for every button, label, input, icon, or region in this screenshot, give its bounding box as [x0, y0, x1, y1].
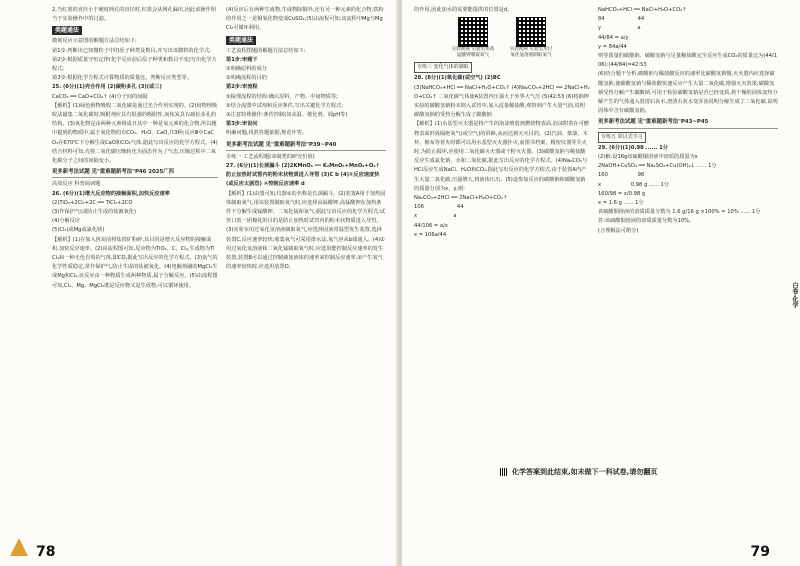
calc-value: 0.98 g	[630, 181, 648, 188]
step-item: ①明确原料的成分	[226, 66, 267, 73]
qr-code-icon	[516, 17, 546, 47]
calc-value: 44	[456, 204, 464, 211]
answer-text: 答:该硫酸铜溶液的溶质质量分数为10%。	[598, 218, 695, 225]
more-tests-banner: 更多新考法试题 见"重难题新考法"P39~P40	[226, 141, 386, 151]
question-27-analysis: 【解析】(1)由图可知,仪器①的名称是长颈漏斗。(2)装置A用于加热固体制取氧气,用该装置制取氧气时,应选择高锰酸钾,高锰酸钾在加热条件下分解生成锰酸钾、二氧化锰和氧气,据此写出反应的化学方程式;试管口放一团棉花的目的是防止加热时试管内的粉末状物质进入导管。(3)实验室用过氧化氢溶液制取氧气,应选择固液常温型发生装置,选择装置C,反应速率较快;收集氧气可采用排水法,氧气应从b端通入。(4)①用过氧化氢溶液和二氧化锰制取氧气时,应选用能控制反应速率的发生装置,装置B可以通过控制滴加液体的速率来控制反应速率,②产生氧气的速率较快时,应选用装置D。	[226, 190, 386, 271]
calc-value: x	[598, 181, 602, 188]
intro-text: 2,当红墨的直径小于硬度网孔的直径时,红墨会从网孔漏出,因此该操作相当于实验操作中的过滤。	[52, 7, 216, 23]
section-heading: 类题通法	[52, 26, 82, 35]
explanation-text: 则等质量的碳酸钠、碳酸氢钠与足量稀盐酸完全反应生成CO₂的质量比为(44/106):(44/84)=42:53	[598, 53, 778, 69]
calc-value: 98	[637, 172, 645, 179]
more-tests-banner: 更多新考法试题 见"重难题新考法"P43~P45	[598, 118, 778, 128]
calc-fraction: 该硫酸铜溶液的溶质质量分数为 1.6 g/16 g ×100% = 10% ...... 1分	[598, 209, 761, 216]
calc-value: a	[637, 25, 641, 32]
step-item: 明确问题,找准答题依据,规范作答。	[226, 130, 308, 137]
right-column-1	[414, 6, 590, 240]
question-27-head: 27. (6分)(1)长颈漏斗 (2)2KMnO₄ ══ K₂MnO₄+MnO₂+O₂↑ 防止加热时试管内的粉末状物质进入导管 (3)C b (4)①反应速度快(或反应太剧烈) ②控制反应速率 d	[226, 163, 380, 188]
question-25-equation: CaCO₃ ══ CaO+CO₂↑ (4)分子间的间隔	[52, 93, 148, 100]
question-28-equation: (3)NaHCO₃+HCl ══ NaCl+H₂O+CO₂↑ (4)Na₂CO₃+2HCl ══ 2NaCl+H₂O+CO₂↑ 二氧化碳气体使A装置内压强大于外界大气压 (5)42:53 (6)将钠钾实验的碳酸氢钠粉末倒入试管中,加入适量稀盐酸,观察到产生大量气泡,说明碳酸氢钠的受热分解生成了碳酸钠	[414, 84, 590, 119]
calc-ratio: 44/84 = a/y	[598, 34, 629, 41]
question-26-analysis: 【解析】(1)在加入焦炭前将钛铁矿粉碎,其目的是增大反应物的接触面积,加快反应速率。(2)由流程图可知,反应物为TiO₂、C、Cl₂,生成物为TiCl₄和一种无色有毒的气体,即CO,据此写出反应的化学方程式。(3)氩气的化学性质稳定,常作保护气,防止生成的钛被氧化。(4)电解熔融的MgCl₂生成Mg和Cl₂,该反应由一种物质生成两种物质,属于分解反应。(5)由流程图可知,Cl₂、Mg、MgCl₂既是反应物又是生成物,可以循环使用。	[52, 236, 218, 289]
intro-text: 的作用,因此加水的需要能提供的位置是d。	[414, 7, 513, 13]
step-item: ②明确流程的目的	[226, 75, 267, 82]
qr-caption: 实验视频 实验室用高锰酸钾制取氧气	[451, 47, 495, 59]
calc-line	[598, 15, 778, 24]
practice-tag: 专练三 变化气体的制取	[414, 62, 472, 73]
calc-result: x = 106a/44	[414, 231, 447, 238]
end-banner-text: 化学答案到此结束,如未做下一科试卷,请勿翻页	[512, 468, 658, 476]
more-tests-banner: 更多新考法试题 见"重难题新考法"P46 2025广西	[52, 168, 218, 178]
section-heading: 类题通法	[226, 36, 256, 45]
calc-equation: NaHCO₃+HCl ══ NaCl+H₂O+CO₂↑	[598, 7, 687, 13]
step-heading: 第3步:审设问	[226, 121, 258, 128]
qr-caption: 实验视频 实验室用过氧化氢溶液制取氧气	[509, 47, 553, 59]
question-26-head: 26. (6分)(1)增大反应物的接触面积,加快反应速率	[52, 190, 170, 197]
question-28-head: 28. (8分)(1)氧化碳(或空气) (2)BC	[414, 75, 501, 82]
barcode-icon	[500, 468, 508, 476]
question-29-solution: (2)解:设16g该硫酸铜溶液中溶质的质量为x	[598, 154, 698, 161]
step-item: ②结合流图中试剂和反应条件,写出关键化学方程式;	[226, 102, 343, 109]
calc-line	[598, 171, 778, 180]
calc-line	[598, 181, 778, 190]
side-tab: 白卷·化学	[791, 282, 798, 309]
step-item: 第2步:根据质量守恒定律(化学反应前后原子种类和数目不变)写出化学方程式;	[52, 56, 217, 73]
calc-value: 84	[598, 16, 605, 23]
question-29-equation: 2NaOH+CuSO₄ ══ Na₂SO₄+Cu(OH)₂↓ ...... 1分	[598, 163, 717, 170]
right-page	[402, 0, 800, 566]
question-25-head: 25. (6分)(1)壳合作用 (2)碳粉多孔 (3)(或三)	[52, 84, 162, 91]
calc-ratio: 160/98 = x/0.98 g	[598, 190, 646, 197]
intro-text: (4)反应后有两种生成物,生成物除铜外,还有另一种元素的化合物,铁粉的作用之一是铜氧化物变成CuSO₄;(5)由流程可知,该流程中Mg与MgCl₂可循环利用。	[226, 7, 384, 32]
more-tests-subtitle: 专练一 工艺流程题(命制类的研究价值)	[226, 153, 315, 160]
calc-value: y	[598, 25, 602, 32]
explanation-text: (6)结合题干分析,碳酸钠与稀盐酸反应的速率比碳酸氢钠慢,灭火器内应选择碳酸氢钠,使碳酸氢钠与稀盐酸快速反应产生大量二氧化碳,增强灭火效果;碳酸氢钠受热分解产生碳酸钠,可用于检验碳酸氢钠是否已经变质,将干燥的固体加热分解产生的气体通入澄清石灰水,澄清石灰水变浑浊说明分解生成了二氧化碳,说明固体中含有碳酸氢钠。	[598, 71, 778, 115]
qr-code-right[interactable]	[509, 17, 553, 59]
answer-note: (合理解法可酌分)	[598, 227, 639, 234]
question-26-item: (4)分解反应	[52, 218, 81, 225]
left-column-1	[52, 6, 218, 291]
qr-code-row	[414, 17, 590, 59]
calc-value: x	[414, 213, 418, 220]
step-heading: 第1步:审题干	[226, 56, 258, 63]
calc-value: a	[453, 213, 457, 220]
left-page-number: 78	[36, 544, 56, 560]
calc-value: 106	[414, 204, 424, 211]
calc-line	[598, 24, 778, 33]
step-item: ①梳理流程的结构:确认原料、产物、中间物质等;	[226, 93, 338, 100]
step-item: 第3步:根据化学方程式计算物质的质量比、判断反应类型等。	[52, 75, 192, 82]
question-29-head: 29. (6分)(1)0.98 ...... 1分	[598, 144, 668, 151]
question-26-item: (2)TiO₂+2Cl₂+2C ══ TiCl₄+2CO	[52, 199, 133, 206]
right-page-number: 79	[750, 544, 770, 560]
practice-tag: 专练五 项目式学习	[598, 132, 646, 143]
right-column-2	[598, 6, 778, 236]
question-25-analysis: 【解析】(1)绿色植物吸收二氧化碳是通过光合作用实现的。(2)用物理吸收法捕集二氧化碳时,吸附剂应具有很强的吸附性,而焦炭具有疏松多孔的结构。(3)氧化物是由两种元素组成且其中一种是氧元素的化合物,所以题中提到的物质中,属于氧化物的有CO₂、H₂O、CaO,共3种;反应Ⅲ中CaCO₃在670℃下分解生成CaO和CO₂气体,据此写出反应的化学方程式。(4)结合材料可知,壳将二氧化碳压缩转化为固态作为了气态,压缩过程中二氧化碳分子之间的间隔变小。	[52, 102, 218, 165]
question-26-item: (3)作保护气(或防止生成的钛被氧化)	[52, 209, 137, 216]
section-subtitle: 工艺流程图题的解题方法总结如下:	[226, 47, 306, 54]
calc-value: 44	[637, 16, 645, 23]
calc-value: 160	[598, 172, 608, 179]
calc-line	[414, 203, 590, 212]
calc-equation: Na₂CO₃+2HCl ══ 2NaCl+H₂O+CO₂↑	[414, 195, 508, 202]
calc-line	[414, 212, 590, 221]
step-item: ③注意特殊操作:条件控制(如高温、催化剂、调pH等)	[226, 112, 348, 119]
more-tests-subtitle: 高效反应 科普阅读题	[52, 181, 101, 188]
left-page	[0, 0, 398, 566]
calc-ratio: 44/106 = a/x	[414, 222, 448, 229]
question-28-analysis: 【解析】(1)水基型灭火器是将产生的泡沫喷射到燃烧物表面,泡沫附着在可燃物表面形成隔绝氧气(或空气)的屏障,从而达到灭火目的。(2)汽油、柴油、木材、棉布等着火时都可以用水基型灭火器扑灭,而图书档案、精密仪器等失火时,为防止损坏,应使用二氧化碳灭火器或干粉灭火器。(3)碳酸氢钠与稀盐酸反应生成氯化钠、水和二氧化碳,据此写出反应的化学方程式。(4)Na₂CO₃与HCl反应生成NaCl、H₂O和CO₂,据此写出反应的化学方程式,由于装置A内产生大量二氧化碳,压强增大,将液体压出。(5)设参加反应的碳酸钠和碳酸氢钠的质量分别为x、y,则:	[414, 121, 589, 192]
end-banner	[500, 467, 657, 477]
qr-code-left[interactable]	[451, 17, 495, 59]
question-26-item: (5)Cl₂(或Mg或氯化镁)	[52, 227, 105, 234]
score-mark: ...... 1分	[648, 181, 669, 188]
step-item: 第1步:判断出已知微粒子中的原子种类及数目,并写出该微粒的化学式;	[52, 47, 211, 54]
calc-result: y = 84a/44	[598, 43, 627, 50]
calc-result: x = 1.6 g ...... 1分	[598, 200, 644, 207]
section-subtitle: 微观反应示意图的解题方法总结如下:	[52, 38, 137, 45]
left-column-2	[226, 6, 386, 272]
step-heading: 第2步:审流程	[226, 84, 258, 91]
qr-code-icon	[458, 17, 488, 47]
page-corner-icon	[10, 538, 28, 556]
